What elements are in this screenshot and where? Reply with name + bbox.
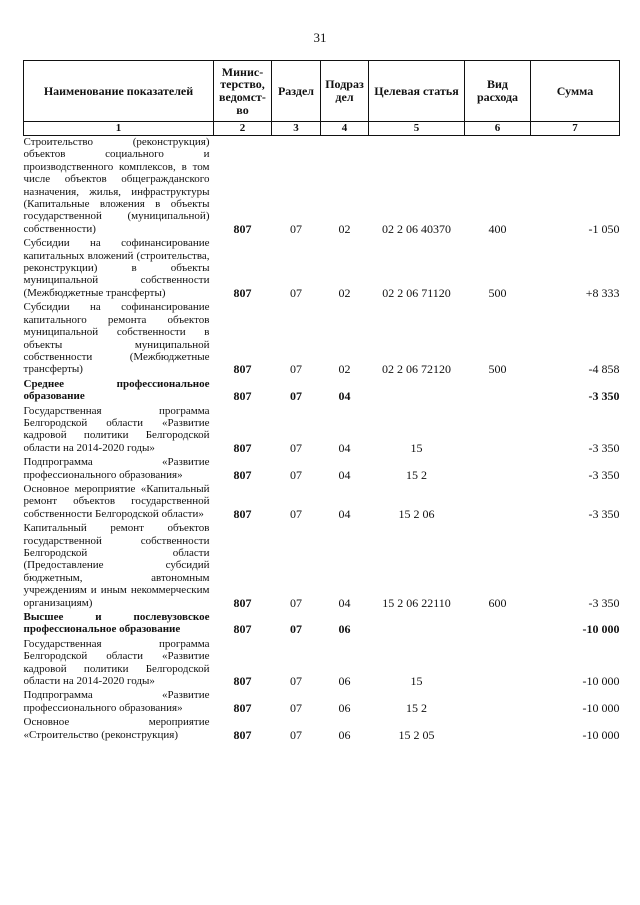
ministry-code: 807 (233, 389, 252, 404)
expense-type: 500 (488, 285, 507, 300)
target-article: 15 (410, 440, 423, 455)
row-name: Субсидии на софинансирование капитального ремонта объектов муниципальной собственности в объекты муниципальной собственности (Межбюджетные трансферты) (23, 301, 210, 376)
table-row (24, 522, 620, 611)
row-sum: -3 350 (588, 506, 620, 521)
ministry-code: 807 (233, 221, 252, 236)
header-sum: Сумма (531, 61, 620, 122)
expense-type (465, 483, 531, 522)
ministry-code: 807 (233, 700, 252, 715)
section-code: 07 (290, 221, 302, 236)
column-number: 2 (214, 122, 272, 136)
expense-type (465, 456, 531, 483)
row-name: Строительство (реконструкция) объектов социального и производственного комплексов, в том числе объектов общегражданского назначения, жилья, инфраструктуры (Капитальные вложения в объекты государственной (муниципальной) собственности) (23, 136, 210, 235)
subsection-code: 02 (338, 362, 351, 377)
expense-type: 600 (488, 595, 507, 610)
table-row (24, 689, 620, 716)
section-code: 07 (290, 700, 302, 715)
row-sum: -10 000 (582, 727, 620, 742)
ministry-code: 807 (233, 506, 252, 521)
section-code: 07 (290, 362, 302, 377)
table-row (24, 483, 620, 522)
target-article: 02 2 06 40370 (382, 221, 451, 236)
section-code: 07 (290, 389, 302, 404)
subsection-code: 04 (338, 595, 351, 610)
section-code: 07 (290, 440, 302, 455)
column-number: 3 (272, 122, 321, 136)
row-name: Государственная программа Белгородской области «Развитие кадровой политики Белгородской области на 2014-2020 годы» (23, 637, 210, 688)
subsection-code: 06 (338, 622, 351, 637)
expense-type (465, 716, 531, 743)
page-number: 31 (313, 30, 327, 45)
subsection-code: 04 (338, 506, 351, 521)
row-sum: -3 350 (588, 467, 620, 482)
section-code: 07 (290, 727, 302, 742)
expense-type: 400 (488, 221, 507, 236)
ministry-code: 807 (233, 285, 252, 300)
expense-type (465, 405, 531, 457)
target-article: 15 2 (406, 467, 427, 482)
row-name: Капитальный ремонт объектов государственной собственности Белгородской области (Предоставление субсидий бюджетным, автономным учреждениям и иным некоммерческим организациям) (23, 522, 210, 609)
row-sum: -10 000 (582, 622, 620, 637)
table-row (24, 456, 620, 483)
ministry-code: 807 (233, 362, 252, 377)
section-code: 07 (290, 622, 302, 637)
row-sum: -4 858 (588, 362, 620, 377)
table-row (24, 405, 620, 457)
expense-type: 500 (488, 362, 507, 377)
ministry-code: 807 (233, 595, 252, 610)
ministry-code: 807 (233, 467, 252, 482)
table-header-row (24, 61, 620, 122)
row-name: Среднее профессиональное образование (23, 377, 210, 403)
row-name: Государственная программа Белгородской области «Развитие кадровой политики Белгородской области на 2014-2020 годы» (23, 404, 210, 454)
subsection-code: 02 (338, 221, 351, 236)
table-row (24, 301, 620, 377)
subsection-code: 04 (338, 467, 351, 482)
target-article: 15 2 (406, 700, 427, 715)
row-sum: -10 000 (582, 674, 620, 689)
header-expense-type: Вид расхода (465, 61, 531, 122)
table-row (24, 716, 620, 743)
target-article: 15 2 06 22110 (382, 595, 451, 610)
row-sum: -3 350 (588, 440, 620, 455)
section-code: 07 (290, 506, 302, 521)
column-number: 1 (24, 122, 214, 136)
row-name: Основное мероприятие «Строительство (реконструкция) (23, 716, 210, 741)
target-article: 02 2 06 72120 (382, 362, 451, 377)
column-number: 6 (465, 122, 531, 136)
expense-type (465, 378, 531, 405)
column-number-row (24, 122, 620, 136)
expense-type (465, 689, 531, 716)
row-sum: -3 350 (588, 595, 620, 610)
section-code: 07 (290, 674, 302, 689)
table-row (24, 237, 620, 301)
subsection-code: 04 (338, 389, 351, 404)
section-code: 07 (290, 467, 302, 482)
expense-type (465, 611, 531, 638)
row-name: Высшее и послевузовское профессиональное образование (23, 611, 210, 636)
target-article (369, 378, 465, 405)
target-article: 15 2 06 (398, 506, 435, 521)
header-target-article: Целевая статья (369, 61, 465, 122)
row-name: Субсидии на софинансирование капитальных вложений (строительства, реконструкции) в объекты муниципальной собственности (Межбюджетные трансферты) (23, 237, 210, 299)
section-code: 07 (290, 285, 302, 300)
table-row (24, 378, 620, 405)
ministry-code: 807 (233, 440, 252, 455)
column-number: 5 (369, 122, 465, 136)
ministry-code: 807 (233, 727, 252, 742)
row-sum: -1 050 (588, 221, 620, 236)
row-name: Основное мероприятие «Капитальный ремонт объектов государственной собственности Белгородской области» (23, 482, 210, 520)
expense-type (465, 638, 531, 690)
subsection-code: 06 (338, 700, 351, 715)
header-ministry: Минис-терство, ведомст-во (214, 61, 272, 122)
target-article: 02 2 06 71120 (382, 285, 451, 300)
header-indicator-name: Наименование показателей (24, 61, 214, 122)
row-name: Подпрограмма «Развитие профессионального образования» (23, 689, 210, 714)
header-subsection: Подраз дел (321, 61, 369, 122)
subsection-code: 06 (338, 674, 351, 689)
subsection-code: 02 (338, 285, 351, 300)
column-number: 4 (321, 122, 369, 136)
subsection-code: 06 (338, 727, 351, 742)
table-row (24, 136, 620, 238)
ministry-code: 807 (233, 674, 252, 689)
budget-table (23, 60, 620, 743)
row-sum: -10 000 (582, 700, 620, 715)
column-number: 7 (531, 122, 620, 136)
target-article (369, 611, 465, 638)
subsection-code: 04 (338, 440, 351, 455)
section-code: 07 (290, 595, 302, 610)
row-sum: -3 350 (588, 389, 620, 404)
table-row (24, 611, 620, 638)
header-section: Раздел (272, 61, 321, 122)
target-article: 15 2 05 (398, 727, 435, 742)
row-sum: +8 333 (585, 285, 620, 300)
ministry-code: 807 (233, 622, 252, 637)
row-name: Подпрограмма «Развитие профессионального образования» (23, 456, 210, 481)
table-row (24, 638, 620, 690)
target-article: 15 (410, 674, 423, 689)
